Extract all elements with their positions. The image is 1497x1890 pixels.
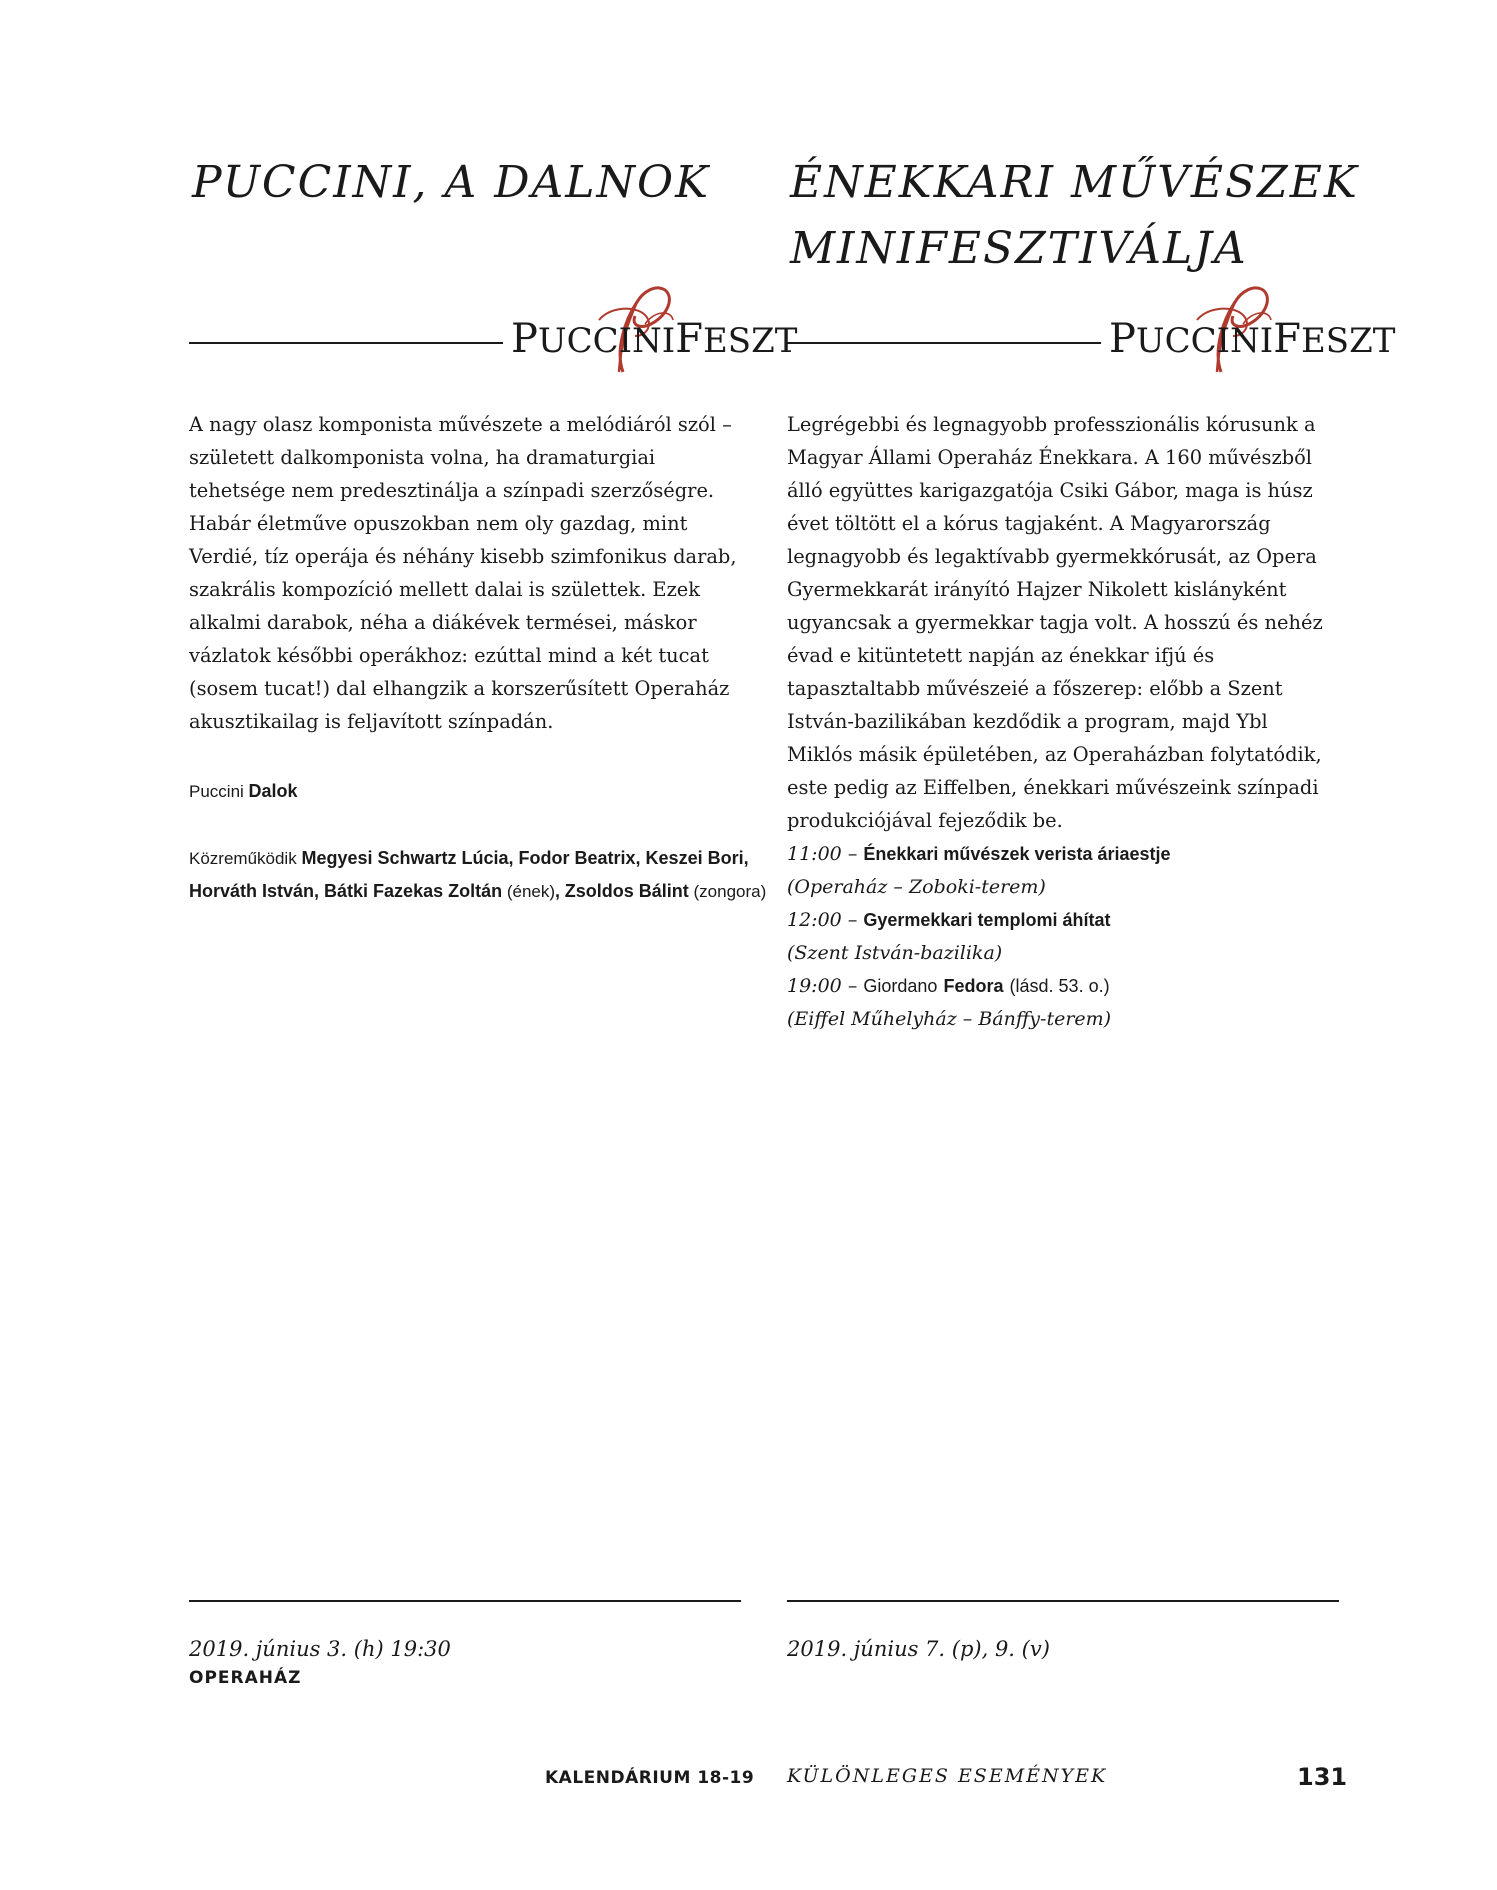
performers-names-1: Megyesi Schwartz Lúcia, Fodor Beatrix, Keszei Bori, <box>301 848 749 868</box>
performers-line-2: Horváth István, Bátki Fazekas Zoltán (ének), Zsoldos Bálint (zongora) <box>189 881 767 901</box>
schedule-event: Énekkari művészek verista áriaestje <box>863 844 1171 864</box>
schedule-item: 11:00 – Énekkari művészek verista áriaestje <box>787 843 1171 865</box>
program-composer: Puccini <box>189 782 244 801</box>
performers-role-1: (ének) <box>506 882 556 901</box>
divider-rule <box>787 342 1101 344</box>
schedule-place-line <box>787 871 1347 904</box>
performers-label: Közreműködik <box>189 849 297 868</box>
bottom-divider <box>787 1600 1339 1602</box>
performers-names-3: Zsoldos Bálint <box>564 881 689 901</box>
logo-row-left <box>189 280 798 376</box>
logo-wordmark: PUCCINIFESZT <box>1109 316 1396 362</box>
description-left: A nagy olasz komponista művészete a melódiáról szól – született dalkomponista volna, ha dramaturgiai tehetsége nem predesztinálja a színpadi szerzőségre. Habár életműve opuszokban nem oly gazdag, mint Verdié, tíz operája és néhány kisebb szimfonikus darab, szakrális kompozíció mellett dalai is születtek. Ezek alkalmi darabok, néha a diákévek termései, máskor vázlatok későbbi operákhoz: ezúttal mind a két tucat (sosem tucat!) dal elhangzik a korszerűsített Operaház akusztikailag is feljavított színpadán. <box>189 413 737 733</box>
schedule-event: Gyermekkari templomi áhítat <box>863 910 1111 930</box>
performers-role-2: (zongora) <box>693 882 767 901</box>
page-title-left: PUCCINI, A DALNOK <box>192 157 710 208</box>
schedule-place: (Eiffel Műhelyház – Bánffy-terem) <box>787 1008 1112 1030</box>
footer-publication: KALENDÁRIUM 18-19 <box>545 1768 755 1788</box>
schedule-list <box>787 838 1347 1036</box>
schedule-item: 12:00 – Gyermekkari templomi áhítat <box>787 909 1111 931</box>
puccinifeszt-logo <box>1109 280 1396 376</box>
logo-row-right <box>787 280 1396 376</box>
schedule-item: 19:00 – Giordano Fedora (lásd. 53. o.) <box>787 975 1110 997</box>
divider-rule <box>189 342 503 344</box>
schedule-place: (Szent István-bazilika) <box>787 942 1003 964</box>
bottom-divider <box>189 1600 741 1602</box>
description-right: Legrégebbi és legnagyobb professzionális kórusunk a Magyar Állami Operaház Énekkara. A 160 művészből álló együttes karigazgatója Csiki Gábor, maga is húsz évet töltött el a kórus tagjaként. A Magyarország legnagyobb és legaktívabb gyermekkórusát, az Opera Gyermekkarát irányító Hajzer Nikolett kislányként ugyancsak a gyermekkar tagja volt. A hosszú és nehéz évad e kitüntetett napján az énekkar ifjú és tapasztaltabb művészeié a főszerep: előbb a Szent István-bazilikában kezdődik a program, majd Ybl Miklós másik épületében, az Operaházban folytatódik, este pedig az Eiffelben, énekkari művészeink színpadi produkciójával fejeződik be. <box>787 413 1323 832</box>
program-title: Dalok <box>248 781 298 801</box>
event-venue-left: OPERAHÁZ <box>189 1668 302 1688</box>
schedule-place-line <box>787 937 1347 970</box>
program-line <box>189 775 749 808</box>
performers-line-1 <box>189 842 749 875</box>
event-date-left: 2019. június 3. (h) 19:30 <box>189 1637 451 1661</box>
page-title-right: ÉNEKKARI MŰVÉSZEK MINIFESZTIVÁLJA <box>790 157 1359 274</box>
puccinifeszt-logo <box>511 280 798 376</box>
schedule-event: Fedora <box>943 976 1004 996</box>
schedule-time: 12:00 <box>787 909 842 931</box>
footer-section-title: KÜLÖNLEGES ESEMÉNYEK <box>787 1765 1108 1787</box>
schedule-place: (Operaház – Zoboki-terem) <box>787 876 1046 898</box>
event-date-right: 2019. június 7. (p), 9. (v) <box>787 1637 1050 1661</box>
page-number: 131 <box>1297 1763 1348 1791</box>
performers-names-2: Horváth István, Bátki Fazekas Zoltán <box>189 881 503 901</box>
schedule-composer: Giordano <box>863 976 938 996</box>
schedule-time: 11:00 <box>787 843 842 865</box>
logo-wordmark: PUCCINIFESZT <box>511 316 798 362</box>
schedule-place-line <box>787 1003 1347 1036</box>
schedule-ref: (lásd. 53. o.) <box>1009 976 1110 996</box>
schedule-time: 19:00 <box>787 975 842 997</box>
